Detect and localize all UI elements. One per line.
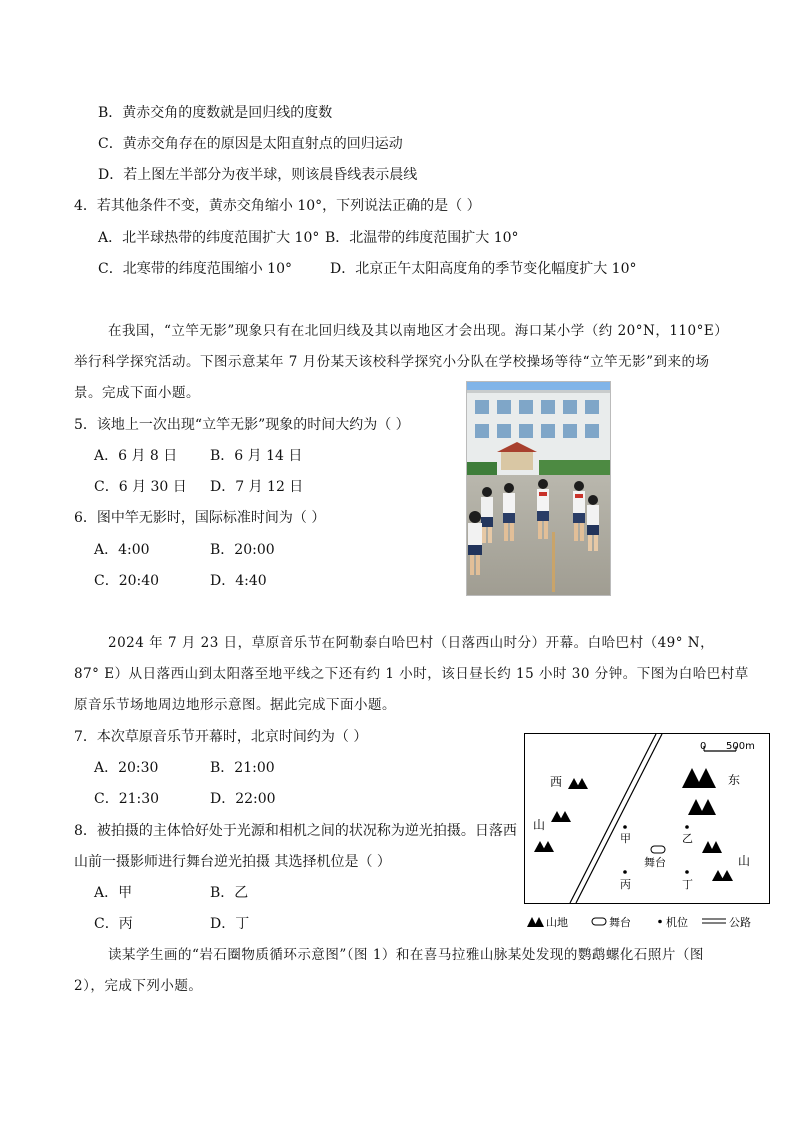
q8-stem-line1: 8．被拍摄的主体恰好处于光源和相机之间的状况称为逆光拍摄。日落西	[74, 823, 517, 839]
q7-option-d: D．22:00	[210, 791, 276, 807]
q3-option-c: C．黄赤交角存在的原因是太阳直射点的回归运动	[98, 136, 403, 152]
material2-line1: 2024 年 7 月 23 日，草原音乐节在阿勒泰白哈巴村（日落西山时分）开幕。白哈巴村（49° N，	[108, 635, 715, 651]
school-playground-photo	[466, 381, 611, 596]
stage-label: 舞台	[644, 856, 666, 869]
q7-option-c: C．21:30	[94, 791, 160, 807]
q6-option-c: C．20:40	[94, 573, 160, 589]
camera-label-bing: 丙	[620, 878, 631, 891]
east-mountain-label-1: 东	[728, 773, 741, 787]
q4-option-c: C．北寒带的纬度范围缩小 10°	[98, 261, 292, 277]
q5-stem: 5．该地上一次出现“立竿无影”现象的时间大约为（ ）	[74, 417, 410, 433]
map-legend	[527, 915, 751, 929]
material1-line2: 举行科学探究活动。下图示意某年 7 月份某天该校科学探究小分队在学校操场等待“立竿无影”到来的场	[74, 354, 710, 370]
legend-road-label: 公路	[729, 916, 751, 929]
material1-line3: 景。完成下面小题。	[74, 385, 200, 401]
scale-zero-label: 0	[700, 741, 707, 752]
terrain-map	[524, 733, 770, 930]
q4-stem: 4．若其他条件不变，黄赤交角缩小 10°，下列说法正确的是（ ）	[74, 198, 481, 214]
q3-option-b: B．黄赤交角的度数就是回归线的度数	[98, 105, 333, 121]
camera-label-jia: 甲	[620, 832, 631, 845]
camera-position-yi	[685, 825, 689, 829]
q8-option-b: B．乙	[210, 885, 249, 901]
q7-option-b: B．21:00	[210, 760, 275, 776]
q8-option-a: A．甲	[94, 885, 133, 901]
q7-option-a: A．20:30	[94, 760, 159, 776]
material2-line3: 原音乐节场地周边地形示意图。据此完成下面小题。	[74, 697, 396, 713]
legend-stage-label: 舞台	[609, 916, 631, 929]
east-mountain-label-2: 山	[738, 854, 751, 868]
material3-line2: 2），完成下列小题。	[74, 978, 203, 994]
camera-position-bing	[623, 870, 627, 874]
camera-label-yi: 乙	[682, 832, 693, 845]
q4-option-d: D．北京正午太阳高度角的季节变化幅度扩大 10°	[330, 261, 637, 277]
material1-line1: 在我国，“立竿无影”现象只有在北回归线及其以南地区才会出现。海口某小学（约 20°N，110°E）	[108, 323, 729, 339]
q6-option-b: B．20:00	[210, 542, 275, 558]
material2-line2: 87° E）从日落西山到太阳落至地平线之下还有约 1 小时，该日昼长约 15 小时 30 分钟。下图为白哈巴村草	[74, 666, 749, 682]
q8-option-c: C．丙	[94, 916, 133, 932]
stage-symbol	[651, 846, 665, 853]
q7-stem: 7．本次草原音乐节开幕时，北京时间约为（ ）	[74, 729, 368, 745]
q4-option-b: B．北温带的纬度范围扩大 10°	[325, 230, 519, 246]
q3-option-d: D．若上图左半部分为夜半球，则该晨昏线表示晨线	[98, 167, 418, 183]
q6-option-d: D．4:40	[210, 573, 267, 589]
q8-stem-line2: 山前一摄影师进行舞台逆光拍摄 其选择机位是（ ）	[74, 854, 391, 870]
camera-label-ding: 丁	[682, 878, 693, 891]
material3-line1: 读某学生画的“岩石圈物质循环示意图”（图 1）和在喜马拉雅山脉某处发现的鹦鹉螺化石照片（图	[108, 947, 704, 963]
camera-position-jia	[623, 825, 627, 829]
scale-distance-label: 500m	[726, 741, 755, 752]
q5-option-d: D．7 月 12 日	[210, 479, 304, 495]
q6-option-a: A．4:00	[94, 542, 150, 558]
q4-option-a: A．北半球热带的纬度范围扩大 10°	[98, 230, 320, 246]
q8-option-d: D．丁	[210, 916, 250, 932]
q5-option-a: A．6 月 8 日	[94, 448, 178, 464]
q6-stem: 6．图中竿无影时，国际标准时间为（ ）	[74, 510, 326, 526]
q5-option-c: C．6 月 30 日	[94, 479, 187, 495]
west-mountain-label-1: 西	[550, 775, 563, 789]
camera-position-ding	[685, 870, 689, 874]
west-mountain-label-2: 山	[533, 818, 546, 832]
q5-option-b: B．6 月 14 日	[210, 448, 303, 464]
legend-mountain-label: 山地	[546, 916, 568, 929]
legend-camera-label: 机位	[666, 916, 688, 929]
